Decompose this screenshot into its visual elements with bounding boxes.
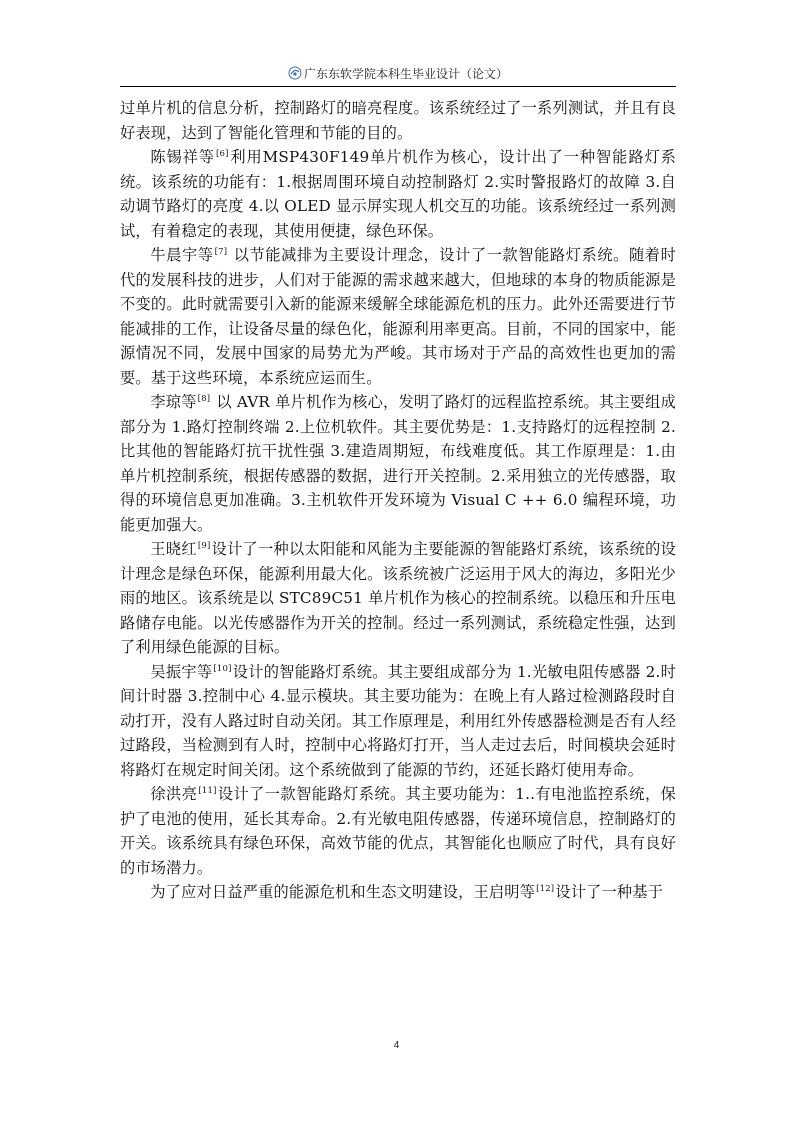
paragraph [120, 243, 676, 390]
paragraph-text: 吴振宇等 [150, 662, 213, 681]
paragraph-text: 设计了一款智能路灯系统。其主要功能为：1..有电池监控系统，保护了电池的使用，延长其寿命。2.有光敏电阻传感器，传递环境信息，控制路灯的开关。该系统具有绿色环保，高效节能的优点，其智能化也顺应了时代，具有良好的市场潜力。 [120, 785, 676, 877]
paragraph-text: 利用MSP430F149单片机作为核心，设计出了一种智能路灯系统。该系统的功能有：1.根据周围环境自动控制路灯 2.实时警报路灯的故障 3.自动调节路灯的亮度 4.以 OLED 显示屏实现人机交互的功能。该系统经过一系列测试，有着稳定的表现，其使用便捷，绿色环保。 [120, 148, 676, 240]
page-number: 4 [393, 1040, 400, 1051]
page-header [120, 62, 676, 86]
header-title: 广东东软学院本科生毕业设计（论文） [303, 67, 508, 81]
paragraph [120, 880, 676, 905]
paragraph [120, 390, 676, 537]
paragraph-text: 徐洪亮 [150, 785, 198, 803]
paragraph-text: 以节能减排为主要设计理念，设计了一款智能路灯系统。随着时代的发展科技的进步，人们对于能源的需求越来越大，但地球的本身的物质能源是不变的。此时就需要引入新的能源来缓解全球能源危机的压力。此外还需要进行节能减排的工作，让设备尽量的绿色化，能源利用率更高。目前，不同的国家中，能源情况不同，发展中国家的局势尤为严峻。其市场对于产品的高效性也更加的需要。基于这些环境，本系统应运而生。 [120, 246, 676, 387]
citation-ref: [7] [214, 247, 228, 257]
paragraph-text: 设计了一种以太阳能和风能为主要能源的智能路灯系统，该系统的设计理念是绿色环保，能源利用最大化。该系统被广泛运用于风大的海边，多阳光少雨的地区。该系统是以 STC89C51 单片机作为核心的控制系统。以稳压和升压电路储存电能。以光传感器作为开关的控制。经过一系列测试，系统稳定性强，达到了利用绿色能源的目标。 [120, 540, 676, 656]
citation-ref: [10] [213, 663, 232, 674]
paragraph [120, 782, 676, 880]
paragraph-text: 以 AVR 单片机作为核心，发明了路灯的远程监控系统。其主要组成部分为 1.路灯控制终端 2.上位机软件。其主要优势是：1.支持路灯的远程控制 2.比其他的智能路灯抗干扰性强 3.建造周期短，布线难度低。其工作原理是：1.由单片机控制系统，根据传感器的数据，进行开关控制。2.采用独立的光传感器，取得的环境信息更加准确。3.主机软件开发环境为 Visual C ++ 6.0 编程环境，功能更加强大。 [120, 393, 676, 534]
paragraph [120, 145, 676, 243]
paragraph-text: 设计了一种基于 [555, 883, 664, 901]
citation-ref: [11] [198, 786, 217, 796]
paragraph-text: 陈锡祥等 [150, 148, 215, 166]
paragraph [120, 537, 676, 660]
paragraph-text: 设计的智能路灯系统。其主要组成部分为 1.光敏电阻传感器 2.时间计时器 3.控制中心 4.显示模块。其主要功能为：在晚上有人路过检测路段时自动打开，没有人路过时自动关闭。其工作原理是，利用红外传感器检测是否有人经过路段，当检测到有人时，控制中心将路灯打开，当人走过去后，时间模块会延时将路灯在规定时间关闭。这个系统做到了能源的节约，还延长路灯使用寿命。 [120, 662, 676, 779]
paragraph [120, 96, 676, 145]
citation-ref: [9] [197, 541, 211, 551]
citation-ref: [6] [215, 149, 229, 159]
citation-ref: [8] [197, 394, 211, 404]
body-text [120, 96, 676, 905]
header-rule [120, 86, 676, 87]
paragraph-text: 李琼等 [150, 393, 197, 411]
paragraph-text: 王晓红 [150, 540, 197, 558]
paragraph [120, 660, 676, 783]
paragraph-text: 牛晨宇等 [150, 246, 214, 264]
citation-ref: [12] [536, 884, 555, 894]
paragraph-text: 过单片机的信息分析，控制路灯的暗亮程度。该系统经过了一系列测试，并且有良好表现，达到了智能化管理和节能的目的。 [120, 99, 676, 142]
school-logo-icon [288, 66, 302, 80]
paragraph-text: 为了应对日益严重的能源危机和生态文明建设，王启明等 [150, 883, 536, 901]
